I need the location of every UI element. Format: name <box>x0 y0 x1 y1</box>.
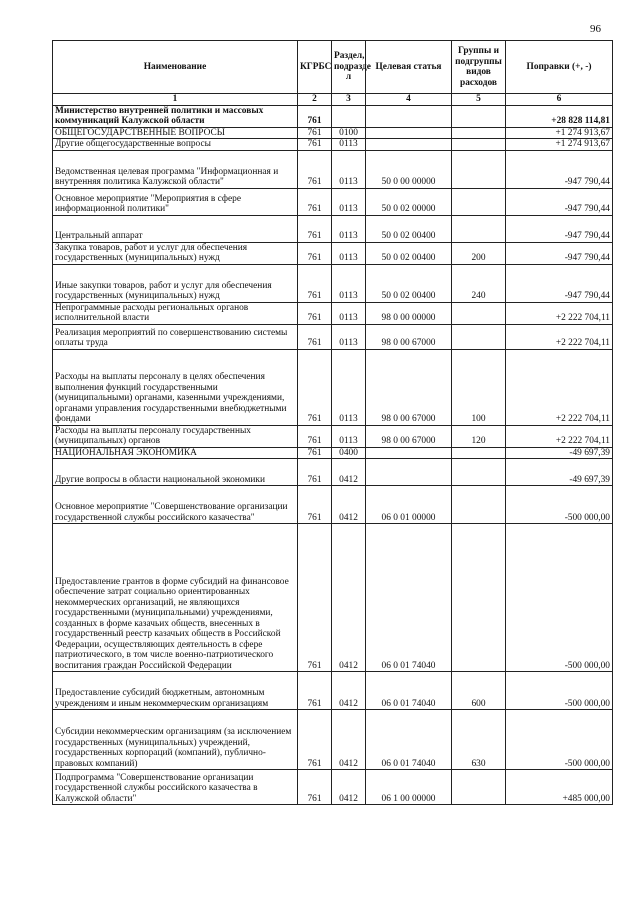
row-amount: -947 790,44 <box>506 150 613 188</box>
row-kgrbs: 761 <box>298 770 332 805</box>
table-row <box>53 486 613 524</box>
header-expense-group: Группы и подгруппы видов расходов <box>452 41 506 94</box>
row-expense-group <box>452 459 506 486</box>
row-kgrbs: 761 <box>298 150 332 188</box>
row-section: 0412 <box>332 459 366 486</box>
row-kgrbs: 761 <box>298 215 332 242</box>
row-amount: -500 000,00 <box>506 710 613 770</box>
table-row <box>53 324 613 349</box>
row-amount: -500 000,00 <box>506 524 613 672</box>
row-target-article: 50 0 02 00400 <box>366 264 452 302</box>
row-target-article: 50 0 02 00000 <box>366 188 452 215</box>
row-name: Непрограммные расходы региональных органов исполнительной власти <box>53 302 298 324</box>
row-section: 0113 <box>332 242 366 264</box>
row-target-article: 06 0 01 74040 <box>366 672 452 710</box>
row-kgrbs: 761 <box>298 324 332 349</box>
row-expense-group <box>452 105 506 127</box>
column-number-row <box>53 94 613 106</box>
column-number: 4 <box>366 94 452 106</box>
row-name: Другие вопросы в области национальной экономики <box>53 459 298 486</box>
table-row <box>53 710 613 770</box>
column-number: 6 <box>506 94 613 106</box>
row-name: Центральный аппарат <box>53 215 298 242</box>
table-row <box>53 770 613 805</box>
row-amount: +2 222 704,11 <box>506 349 613 425</box>
table-row <box>53 150 613 188</box>
row-amount: +2 222 704,11 <box>506 324 613 349</box>
row-name: Основное мероприятие "Мероприятия в сфере информационной политики" <box>53 188 298 215</box>
header-amendments: Поправки (+, -) <box>506 41 613 94</box>
row-kgrbs: 761 <box>298 349 332 425</box>
table-row <box>53 425 613 447</box>
row-kgrbs: 761 <box>298 264 332 302</box>
row-name: Другие общегосударственные вопросы <box>53 139 298 151</box>
table-row <box>53 188 613 215</box>
row-kgrbs: 761 <box>298 524 332 672</box>
table-row <box>53 127 613 139</box>
row-expense-group: 600 <box>452 672 506 710</box>
row-target-article: 06 0 01 74040 <box>366 710 452 770</box>
row-section: 0113 <box>332 324 366 349</box>
row-name: НАЦИОНАЛЬНАЯ ЭКОНОМИКА <box>53 447 298 459</box>
row-target-article <box>366 105 452 127</box>
table-row <box>53 302 613 324</box>
row-target-article: 98 0 00 67000 <box>366 349 452 425</box>
table-row <box>53 672 613 710</box>
row-expense-group <box>452 139 506 151</box>
row-name: Министерство внутренней политики и массовых коммуникаций Калужской области <box>53 105 298 127</box>
row-target-article: 50 0 02 00400 <box>366 215 452 242</box>
row-expense-group <box>452 188 506 215</box>
column-number: 3 <box>332 94 366 106</box>
row-expense-group <box>452 150 506 188</box>
row-kgrbs: 761 <box>298 242 332 264</box>
row-target-article: 50 0 02 00400 <box>366 242 452 264</box>
row-section: 0412 <box>332 486 366 524</box>
row-name: Расходы на выплаты персоналу в целях обеспечения выполнения функций государственными (муниципальными) органами, казенными учреждениями, органами управления государственными внебюджетными фондами <box>53 349 298 425</box>
row-amount: +2 222 704,11 <box>506 425 613 447</box>
table-row <box>53 459 613 486</box>
row-kgrbs: 761 <box>298 127 332 139</box>
row-amount: -947 790,44 <box>506 242 613 264</box>
row-kgrbs: 761 <box>298 486 332 524</box>
row-section: 0412 <box>332 770 366 805</box>
row-name: Предоставление субсидий бюджетным, автономным учреждениям и иным некоммерческим организациям <box>53 672 298 710</box>
header-target-article: Целевая статья <box>366 41 452 94</box>
row-section: 0113 <box>332 264 366 302</box>
budget-amendments-table <box>52 40 613 805</box>
row-kgrbs: 761 <box>298 302 332 324</box>
row-amount: +2 222 704,11 <box>506 302 613 324</box>
row-expense-group: 630 <box>452 710 506 770</box>
column-number: 1 <box>53 94 298 106</box>
table-row <box>53 105 613 127</box>
row-name: Закупка товаров, работ и услуг для обеспечения государственных (муниципальных) нужд <box>53 242 298 264</box>
row-section: 0412 <box>332 672 366 710</box>
row-kgrbs: 761 <box>298 459 332 486</box>
row-target-article: 98 0 00 67000 <box>366 324 452 349</box>
header-section: Раздел, подразде л <box>332 41 366 94</box>
row-section: 0100 <box>332 127 366 139</box>
row-amount: +485 000,00 <box>506 770 613 805</box>
row-target-article <box>366 459 452 486</box>
table-row <box>53 139 613 151</box>
row-expense-group <box>452 127 506 139</box>
row-name: Ведомственная целевая программа "Информационная и внутренняя политика Калужской области" <box>53 150 298 188</box>
row-amount: -947 790,44 <box>506 188 613 215</box>
row-expense-group: 200 <box>452 242 506 264</box>
row-amount: -49 697,39 <box>506 447 613 459</box>
header-name: Наименование <box>53 41 298 94</box>
page-number: 96 <box>590 23 601 35</box>
table-row <box>53 242 613 264</box>
row-expense-group <box>452 486 506 524</box>
row-amount: -500 000,00 <box>506 486 613 524</box>
row-expense-group <box>452 302 506 324</box>
row-section: 0113 <box>332 215 366 242</box>
row-target-article: 06 0 01 00000 <box>366 486 452 524</box>
row-section: 0113 <box>332 349 366 425</box>
column-number: 5 <box>452 94 506 106</box>
column-number: 2 <box>298 94 332 106</box>
row-name: Подпрограмма "Совершенствование организации государственной службы российского казачества в Калужской области" <box>53 770 298 805</box>
table-row <box>53 524 613 672</box>
row-expense-group: 100 <box>452 349 506 425</box>
table-row <box>53 264 613 302</box>
row-target-article: 50 0 00 00000 <box>366 150 452 188</box>
row-kgrbs: 761 <box>298 105 332 127</box>
row-target-article <box>366 447 452 459</box>
row-expense-group <box>452 324 506 349</box>
row-section: 0113 <box>332 188 366 215</box>
row-target-article <box>366 127 452 139</box>
row-section: 0400 <box>332 447 366 459</box>
row-name: Расходы на выплаты персоналу государственных (муниципальных) органов <box>53 425 298 447</box>
row-section: 0113 <box>332 150 366 188</box>
row-target-article: 98 0 00 67000 <box>366 425 452 447</box>
row-target-article: 06 1 00 00000 <box>366 770 452 805</box>
table-row <box>53 349 613 425</box>
row-name: Реализация мероприятий по совершенствованию системы оплаты труда <box>53 324 298 349</box>
header-row <box>53 41 613 94</box>
row-expense-group <box>452 770 506 805</box>
row-section: 0412 <box>332 710 366 770</box>
row-expense-group: 240 <box>452 264 506 302</box>
row-target-article: 98 0 00 00000 <box>366 302 452 324</box>
row-kgrbs: 761 <box>298 672 332 710</box>
row-amount: -49 697,39 <box>506 459 613 486</box>
row-amount: +28 828 114,81 <box>506 105 613 127</box>
row-name: Иные закупки товаров, работ и услуг для обеспечения государственных (муниципальных) нужд <box>53 264 298 302</box>
row-amount: +1 274 913,67 <box>506 127 613 139</box>
row-name: ОБЩЕГОСУДАРСТВЕННЫЕ ВОПРОСЫ <box>53 127 298 139</box>
row-kgrbs: 761 <box>298 425 332 447</box>
table-row <box>53 215 613 242</box>
table-row <box>53 447 613 459</box>
row-amount: +1 274 913,67 <box>506 139 613 151</box>
row-expense-group: 120 <box>452 425 506 447</box>
row-name: Предоставление грантов в форме субсидий на финансовое обеспечение затрат социально ориентированных некоммерческих организаций, не являющихся государственными (муниципальными) учреждениями, созданных в форме казачьих обществ, внесенных в государственный реестр казачьих обществ в Российской Федерации, осуществляющих деятельность в сфере патриотического, в том числе военно-патриотического воспитания граждан Российской Федерации <box>53 524 298 672</box>
row-name: Субсидии некоммерческим организациям (за исключением государственных (муниципальных) учреждений, государственных корпораций (компаний), публично-правовых компаний) <box>53 710 298 770</box>
row-kgrbs: 761 <box>298 188 332 215</box>
row-section: 0113 <box>332 302 366 324</box>
row-section: 0412 <box>332 524 366 672</box>
row-target-article: 06 0 01 74040 <box>366 524 452 672</box>
row-expense-group <box>452 524 506 672</box>
row-amount: -947 790,44 <box>506 215 613 242</box>
row-kgrbs: 761 <box>298 447 332 459</box>
row-expense-group <box>452 447 506 459</box>
row-kgrbs: 761 <box>298 710 332 770</box>
row-amount: -947 790,44 <box>506 264 613 302</box>
row-kgrbs: 761 <box>298 139 332 151</box>
row-section: 0113 <box>332 425 366 447</box>
row-target-article <box>366 139 452 151</box>
header-kgrbs: КГРБС <box>298 41 332 94</box>
row-section <box>332 105 366 127</box>
row-amount: -500 000,00 <box>506 672 613 710</box>
row-expense-group <box>452 215 506 242</box>
row-section: 0113 <box>332 139 366 151</box>
row-name: Основное мероприятие "Совершенствование организации государственной службы российского казачества" <box>53 486 298 524</box>
